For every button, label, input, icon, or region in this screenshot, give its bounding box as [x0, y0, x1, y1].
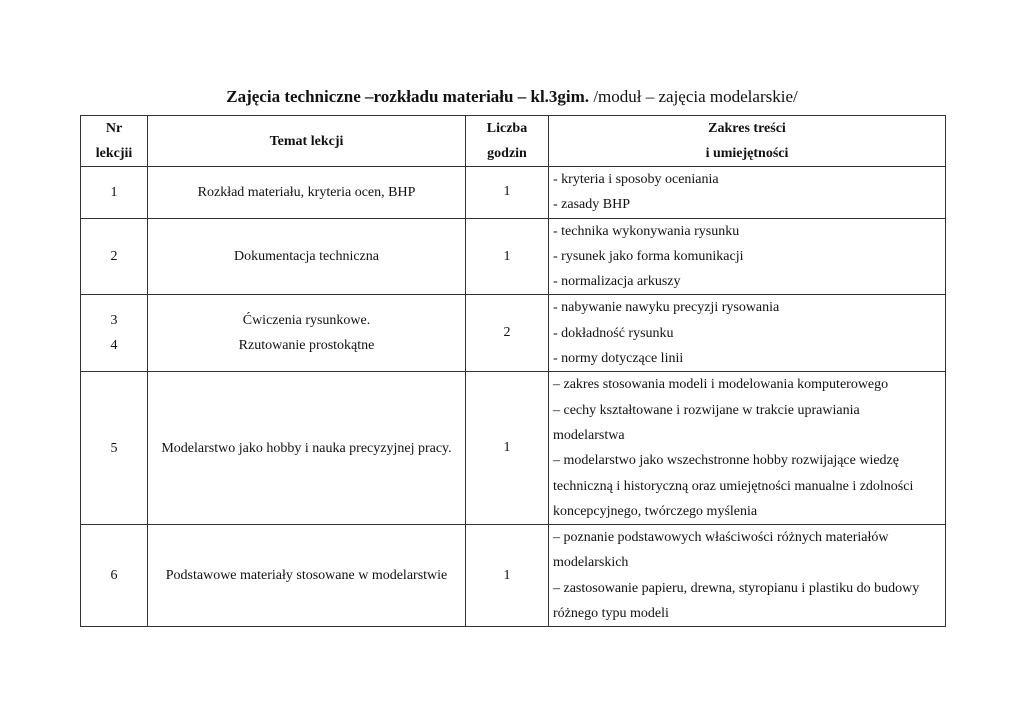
header-topic: Temat lekcji — [148, 116, 466, 167]
scope-line: różnego typu modeli — [553, 606, 669, 622]
lesson-topic-line: Podstawowe materiały stosowane w modelarstwie — [165, 568, 448, 584]
scope-line: - rysunek jako forma komunikacji — [553, 248, 744, 264]
scope-line: - dokładność rysunku — [553, 325, 674, 341]
lesson-topic-line: Ćwiczenia rysunkowe. — [242, 313, 371, 329]
table-header-row — [81, 116, 946, 167]
header-hours-line1: Liczba — [486, 121, 528, 136]
lesson-number-line: 4 — [110, 338, 118, 354]
scope-line: - technika wykonywania rysunku — [553, 223, 740, 239]
lesson-scope — [549, 218, 946, 295]
scope-line: – modelarstwo jako wszechstronne hobby rozwijające wiedzę — [553, 453, 899, 469]
lesson-scope — [549, 295, 946, 372]
lesson-number-line: 6 — [110, 568, 118, 584]
table-row — [81, 525, 946, 627]
scope-line: - normalizacja arkuszy — [553, 274, 681, 290]
header-nr-line2: lekcjii — [95, 146, 133, 161]
lesson-hours: 1 — [466, 372, 549, 525]
title-module: /moduł – zajęcia modelarskie/ — [589, 87, 798, 106]
lesson-scope — [549, 372, 946, 525]
lesson-number — [81, 218, 148, 295]
lesson-topic-line: Dokumentacja techniczna — [234, 249, 379, 265]
lesson-topic-line: Rzutowanie prostokątne — [238, 338, 375, 354]
lesson-topic-line: Rozkład materiału, kryteria ocen, BHP — [197, 184, 416, 200]
scope-line: – zakres stosowania modeli i modelowania komputerowego — [553, 377, 889, 393]
lesson-plan-table — [80, 115, 946, 627]
scope-line: techniczną i historyczną oraz umiejętności manualne i zdolności — [553, 478, 914, 494]
scope-line: – cechy kształtowane i rozwijane w trakcie uprawiania — [553, 402, 860, 418]
header-scope — [549, 116, 946, 167]
lesson-topic — [148, 525, 466, 627]
title-bold: Zajęcia techniczne –rozkładu materiału – kl.3gim. — [226, 87, 590, 106]
lesson-number — [81, 525, 148, 627]
header-scope-line2: i umiejętności — [705, 146, 789, 161]
scope-line: - kryteria i sposoby oceniania — [553, 172, 719, 187]
table-row — [81, 167, 946, 219]
lesson-hours: 1 — [466, 167, 549, 219]
lesson-number-line: 3 — [110, 313, 118, 329]
scope-line: – poznanie podstawowych właściwości różnych materiałów — [553, 530, 889, 546]
scope-line: - normy dotyczące linii — [553, 351, 684, 367]
header-hours — [466, 116, 549, 167]
table-row — [81, 295, 946, 372]
scope-line: – zastosowanie papieru, drewna, styropianu i plastiku do budowy — [553, 580, 920, 596]
lesson-topic — [148, 218, 466, 295]
header-hours-line2: godzin — [487, 146, 527, 161]
page-title — [0, 86, 1024, 108]
lesson-scope — [549, 525, 946, 627]
table-row — [81, 372, 946, 525]
lesson-topic — [148, 372, 466, 525]
lesson-hours: 1 — [466, 218, 549, 295]
lesson-number — [81, 295, 148, 372]
lesson-number — [81, 372, 148, 525]
lesson-topic — [148, 167, 466, 219]
header-scope-line1: Zakres treści — [708, 121, 786, 136]
scope-line: - nabywanie nawyku precyzji rysowania — [553, 300, 780, 316]
lesson-number-line: 2 — [110, 249, 118, 265]
lesson-number — [81, 167, 148, 219]
lesson-number-line: 5 — [110, 440, 118, 456]
lesson-number-line: 1 — [110, 184, 118, 200]
scope-line: modelarskich — [553, 555, 629, 571]
lesson-scope — [549, 167, 946, 219]
scope-line: - zasady BHP — [553, 197, 630, 213]
table-row — [81, 218, 946, 295]
lesson-topic-line: Modelarstwo jako hobby i nauka precyzyjnej pracy. — [161, 440, 452, 456]
lesson-hours: 1 — [466, 525, 549, 627]
header-nr — [81, 116, 148, 167]
scope-line: koncepcyjnego, twórczego myślenia — [553, 503, 758, 519]
scope-line: modelarstwa — [553, 427, 625, 443]
header-nr-line1: Nr — [105, 121, 123, 136]
lesson-hours: 2 — [466, 295, 549, 372]
lesson-topic — [148, 295, 466, 372]
